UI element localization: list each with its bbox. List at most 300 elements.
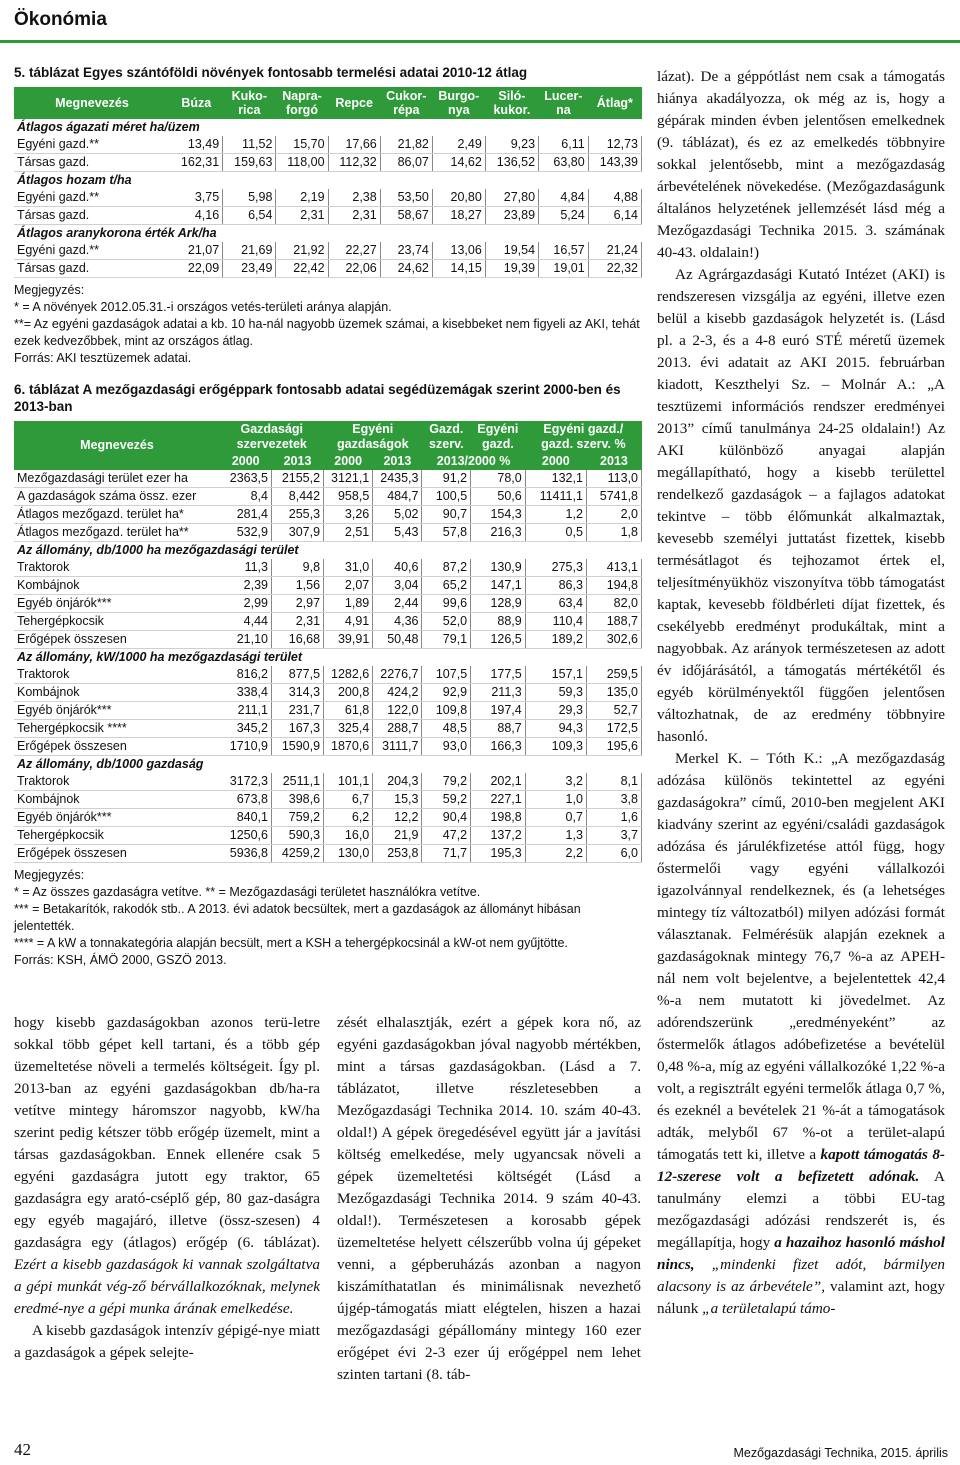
note-line: * = Az összes gazdaságra vetítve. ** = Mezőgazdasági területet használókra vetítve. (14, 885, 481, 899)
column-header: Siló- kukor. (493, 89, 531, 117)
table-row (14, 666, 642, 684)
cell-value: 4,84 (539, 189, 589, 207)
cell-value: 8,1 (586, 773, 641, 791)
cell-value: 57,8 (422, 524, 471, 542)
text: hogy kisebb gazdaságokban azonos terü-letre sokkal több gépet kell tartani, és a több gép üzemeltetése növeli a termelés költségeit. Így pl. 2013-ban az egyéni gazdaságokban db/ha-ra vetítve mintegy háromszor nagyobb, kW/ha szerint pedig kétszer több erőgép üzemelt, mint a társas gazdaságokban. Ennek ellenére csak 5 egyéni gazdaságra jutott egy traktor, 65 gazdaságra egy arató-cséplő gép, 80 gaz-daságra egy egyéb magajáró, illetve (össz-szesen) 4 gazdaságra egy (átlagos) erőgép (6. táblázat). (14, 1014, 320, 1251)
section-title: Átlagos aranykorona érték Ark/ha (17, 226, 217, 240)
section-title: Az állomány, db/1000 gazdaság (17, 757, 204, 771)
cell-value: 79,1 (422, 631, 471, 649)
cell-value: 2,31 (328, 207, 380, 225)
note-line: Forrás: KSH, ÁMÖ 2000, GSZÖ 2013. (14, 953, 227, 967)
cell-value: 188,7 (586, 613, 641, 631)
cell-value: 3,75 (170, 189, 223, 207)
cell-value: 48,5 (422, 720, 471, 738)
cell-value: 157,1 (525, 666, 586, 684)
cell-value: 590,3 (271, 827, 323, 845)
cell-value: 14,15 (432, 260, 485, 278)
cell-value: 2,97 (271, 595, 323, 613)
cell-value: 9,8 (271, 559, 323, 577)
table-row (14, 595, 642, 613)
table6-header-row (14, 421, 642, 453)
cell-value: 338,4 (220, 684, 271, 702)
cell-value: 1,8 (586, 524, 641, 542)
table-row (14, 136, 642, 154)
row-label: Traktorok (14, 773, 220, 791)
row-label: Társas gazd. (14, 154, 170, 172)
row-label: Egyéni gazd.** (14, 189, 170, 207)
section-title: Az állomány, db/1000 ha mezőgazdasági terület (17, 543, 299, 557)
table6-section-row (14, 756, 642, 774)
cell-value: 27,80 (485, 189, 538, 207)
cell-value: 23,89 (485, 207, 538, 225)
cell-value: 167,3 (271, 720, 323, 738)
cell-value: 100,5 (422, 488, 471, 506)
cell-value: 65,2 (422, 577, 471, 595)
column-header: Cukor- répa (386, 89, 427, 117)
row-label: Tehergépkocsik (14, 827, 220, 845)
column-header: Repce (335, 96, 373, 110)
cell-value: 6,2 (324, 809, 373, 827)
cell-value: 12,73 (588, 136, 641, 154)
cell-value: 86,3 (525, 577, 586, 595)
cell-value: 113,0 (586, 470, 641, 488)
cell-value: 13,49 (170, 136, 223, 154)
cell-value: 122,0 (373, 702, 422, 720)
cell-value: 94,3 (525, 720, 586, 738)
row-label: Társas gazd. (14, 260, 170, 278)
note-line: **** = A kW a tonnakategória alapján becsült, mert a KSH a tehergépkocsinál a kW-ot nem gyűjtötte. (14, 936, 568, 950)
cell-value: 840,1 (220, 809, 271, 827)
row-label: Tehergépkocsik **** (14, 720, 220, 738)
row-label: Átlagos mezőgazd. terület ha** (14, 524, 220, 542)
cell-value: 18,27 (432, 207, 485, 225)
cell-value: 162,31 (170, 154, 223, 172)
table5-header-row (14, 87, 642, 119)
cell-value: 22,42 (276, 260, 328, 278)
cell-value: 39,91 (324, 631, 373, 649)
table6-section-row (14, 649, 642, 667)
cell-value: 325,4 (324, 720, 373, 738)
cell-value: 112,32 (328, 154, 380, 172)
row-label: Egyéb önjárók*** (14, 809, 220, 827)
column-header: Megnevezés (80, 438, 154, 452)
cell-value: 5,43 (373, 524, 422, 542)
table6-notes (14, 867, 642, 969)
cell-value: 128,9 (471, 595, 526, 613)
cell-value: 204,3 (373, 773, 422, 791)
cell-value: 132,1 (525, 470, 586, 488)
cell-value: 307,9 (271, 524, 323, 542)
cell-value: 4,44 (220, 613, 271, 631)
column-group-header: Gazdasági szervezetek (236, 422, 307, 451)
cell-value: 424,2 (373, 684, 422, 702)
cell-value: 2155,2 (271, 470, 323, 488)
table-row (14, 613, 642, 631)
cell-value: 2363,5 (220, 470, 271, 488)
cell-value: 23,74 (380, 242, 432, 260)
cell-value: 227,1 (471, 791, 526, 809)
table-row (14, 488, 642, 506)
cell-value: 50,48 (373, 631, 422, 649)
header-bar (0, 0, 960, 43)
cell-value: 19,39 (485, 260, 538, 278)
cell-value: 53,50 (380, 189, 432, 207)
section-title: Az állomány, kW/1000 ha mezőgazdasági terület (17, 650, 303, 664)
cell-value: 877,5 (271, 666, 323, 684)
cell-value: 166,3 (471, 738, 526, 756)
row-label: Traktorok (14, 666, 220, 684)
table-row (14, 470, 642, 488)
cell-value: 22,32 (588, 260, 641, 278)
table-row (14, 154, 642, 172)
cell-value: 6,14 (588, 207, 641, 225)
cell-value: 6,0 (586, 845, 641, 863)
cell-value: 759,2 (271, 809, 323, 827)
cell-value: 99,6 (422, 595, 471, 613)
row-label: Kombájnok (14, 791, 220, 809)
cell-value: 1,6 (586, 809, 641, 827)
cell-value: 195,3 (471, 845, 526, 863)
cell-value: 1,56 (271, 577, 323, 595)
cell-value: 255,3 (271, 506, 323, 524)
paragraph (14, 1012, 320, 1320)
article-column-1 (14, 1012, 320, 1364)
row-label: Erőgépek összesen (14, 631, 220, 649)
table-row (14, 827, 642, 845)
cell-value: 0,7 (525, 809, 586, 827)
cell-value: 202,1 (471, 773, 526, 791)
cell-value: 1250,6 (220, 827, 271, 845)
cell-value: 137,2 (471, 827, 526, 845)
cell-value: 2276,7 (373, 666, 422, 684)
column-header: Burgo- nya (438, 89, 480, 117)
table-row (14, 631, 642, 649)
cell-value: 107,5 (422, 666, 471, 684)
cell-value: 118,00 (276, 154, 328, 172)
cell-value: 8,442 (271, 488, 323, 506)
table5-caption: 5. táblázat Egyes szántóföldi növények fontosabb termelési adatai 2010-12 átlag (14, 65, 528, 80)
cell-value: 52,7 (586, 702, 641, 720)
row-label: Erőgépek összesen (14, 738, 220, 756)
cell-value: 4,16 (170, 207, 223, 225)
cell-value: 172,5 (586, 720, 641, 738)
cell-value: 71,7 (422, 845, 471, 863)
cell-value: 194,8 (586, 577, 641, 595)
table5-notes (14, 282, 642, 367)
cell-value: 3,26 (324, 506, 373, 524)
article-column-3 (657, 66, 945, 1320)
cell-value: 4,91 (324, 613, 373, 631)
text: A tanulmány elemzi a többi EU-tag mezőgazdasági adózási rendszerét is, és megállapítja, hogy (657, 1168, 945, 1251)
cell-value: 958,5 (324, 488, 373, 506)
cell-value: 16,57 (539, 242, 589, 260)
cell-value: 11411,1 (525, 488, 586, 506)
cell-value: 673,8 (220, 791, 271, 809)
cell-value: 532,9 (220, 524, 271, 542)
cell-value: 16,0 (324, 827, 373, 845)
article-column-2 (337, 1012, 641, 1386)
tables-column (14, 62, 642, 969)
cell-value: 2,07 (324, 577, 373, 595)
cell-value: 2435,3 (373, 470, 422, 488)
cell-value: 2,44 (373, 595, 422, 613)
cell-value: 9,23 (485, 136, 538, 154)
cell-value: 159,63 (223, 154, 276, 172)
table-row (14, 684, 642, 702)
cell-value: 314,3 (271, 684, 323, 702)
cell-value: 2,31 (276, 207, 328, 225)
cell-value: 189,2 (525, 631, 586, 649)
cell-value: 13,06 (432, 242, 485, 260)
cell-value: 413,1 (586, 559, 641, 577)
cell-value: 21,69 (223, 242, 276, 260)
table-row (14, 720, 642, 738)
cell-value: 126,5 (471, 631, 526, 649)
column-group-header: Egyéni gazdaságok (336, 422, 409, 451)
row-label: Mezőgazdasági terület ezer ha (14, 470, 220, 488)
column-subheader: 2000 (541, 454, 570, 468)
page-number: 42 (14, 1440, 31, 1459)
cell-value: 110,4 (525, 613, 586, 631)
section-title: Átlagos hozam t/ha (17, 173, 132, 187)
table-row (14, 738, 642, 756)
note-line: Megjegyzés: (14, 283, 85, 297)
cell-value: 259,5 (586, 666, 641, 684)
note-line: Forrás: AKI tesztüzemek adatai. (14, 351, 192, 365)
cell-value: 5936,8 (220, 845, 271, 863)
table6-section-row (14, 542, 642, 560)
cell-value: 61,8 (324, 702, 373, 720)
table-row (14, 559, 642, 577)
cell-value: 21,24 (588, 242, 641, 260)
cell-value: 4,88 (588, 189, 641, 207)
row-label: Társas gazd. (14, 207, 170, 225)
paragraph: A kisebb gazdaságok intenzív gépigé-nye miatt a gazdaságok a gépek selejte- (14, 1322, 320, 1361)
cell-value: 1,2 (525, 506, 586, 524)
cell-value: 109,3 (525, 738, 586, 756)
cell-value: 3111,7 (373, 738, 422, 756)
cell-value: 2,19 (276, 189, 328, 207)
cell-value: 398,6 (271, 791, 323, 809)
cell-value: 15,70 (276, 136, 328, 154)
cell-value: 216,3 (471, 524, 526, 542)
note-line: Megjegyzés: (14, 868, 85, 882)
cell-value: 47,2 (422, 827, 471, 845)
cell-value: 3,04 (373, 577, 422, 595)
cell-value: 5,24 (539, 207, 589, 225)
cell-value: 2,2 (525, 845, 586, 863)
cell-value: 11,3 (220, 559, 271, 577)
column-header: Búza (181, 96, 212, 110)
cell-value: 88,7 (471, 720, 526, 738)
paragraph: lázat). De a géppótlást nem csak a támogatás hiánya akadályozza, ok még az is, hogy a gépárak minden évben jelentősen emelkednek (9. táblázat), és ez az emelkedés többnyire sokkal jelentősebb, mint a mezőgazdaság árbevételének növekedése. (Mezőgazdaságunk általános helyzetének jellemzését lásd még a Mezőgazdasági Technika 2015. 3. számának 40-43. oldalain!) (657, 68, 945, 261)
table-row (14, 207, 642, 225)
row-label: Egyéni gazd.** (14, 242, 170, 260)
table6-caption: 6. táblázat A mezőgazdasági erőgéppark fontosabb adatai segédüzemágak szerint 2000-ben és 2013-ban (14, 382, 621, 414)
table-row (14, 791, 642, 809)
cell-value: 19,54 (485, 242, 538, 260)
cell-value: 1590,9 (271, 738, 323, 756)
cell-value: 143,39 (588, 154, 641, 172)
cell-value: 130,0 (324, 845, 373, 863)
cell-value: 231,7 (271, 702, 323, 720)
cell-value: 109,8 (422, 702, 471, 720)
journal-footer: Mezőgazdasági Technika, 2015. április (733, 1446, 948, 1460)
note-line: * = A növények 2012.05.31.-i országos vetés-területi aránya alapján. (14, 300, 392, 314)
cell-value: 17,66 (328, 136, 380, 154)
cell-value: 87,2 (422, 559, 471, 577)
cell-value: 1710,9 (220, 738, 271, 756)
row-label: Tehergépkocsik (14, 613, 220, 631)
cell-value: 86,07 (380, 154, 432, 172)
column-header: Kuko- rica (231, 89, 267, 117)
section-title: Ökonómia (14, 9, 107, 30)
cell-value: 197,4 (471, 702, 526, 720)
cell-value: 21,82 (380, 136, 432, 154)
table-row (14, 773, 642, 791)
cell-value: 15,3 (373, 791, 422, 809)
cell-value: 0,5 (525, 524, 586, 542)
cell-value: 2,51 (324, 524, 373, 542)
cell-value: 79,2 (422, 773, 471, 791)
cell-value: 19,01 (539, 260, 589, 278)
table5 (14, 87, 642, 278)
paragraph: Az Agrárgazdasági Kutató Intézet (AKI) is rendszeresen vizsgálja az egyéni, illetve ezen belül a kisebb gazdaságok helyzetét is. (Lásd pl. a 2-3, és a 4-8 euró STÉ méretű üzemek 2013. évi adatait az AKI 2015. februárban kiadott, Keszthelyi Sz. – Molnár A.: „A tesztüzemi információs rendszer eredményei 2013” című tanulmánya 24-25 oldalain!) Az AKI különböző anyagai alapján megállapítható, hogy a kisebb területtel rendelkező gazdaságok – a fajlagos adatokat tekintve – több élőmunkát alkalmaztak, kevesebb személyi juttatást fizettek, kisebb termésátlagot és tejhozamot értek el, teljesítményükhöz viszonyítva több támogatást kaptak, kevesebb földbérleti díjat fizettek, és csekélyebb eredményt produkáltak, mint a nagyobbak. Az arányok természetesen az adott év időjárásától, a támogatás mértékétől és egyéb körülményektől függően jelentősen változhatnak, de az eredmény többnyire hasonló. (657, 266, 945, 745)
cell-value: 253,8 (373, 845, 422, 863)
column-subheader: 2013 (600, 454, 628, 468)
cell-value: 101,1 (324, 773, 373, 791)
column-subheader: 2013 (383, 454, 412, 468)
cell-value: 3,2 (525, 773, 586, 791)
row-label: A gazdaságok száma össz. ezer (14, 488, 220, 506)
column-header: Megnevezés (55, 96, 129, 110)
cell-value: 2,49 (432, 136, 485, 154)
table5-section-row (14, 225, 642, 243)
cell-value: 63,80 (539, 154, 589, 172)
cell-value: 22,27 (328, 242, 380, 260)
cell-value: 92,9 (422, 684, 471, 702)
table-row (14, 524, 642, 542)
italic-text: „a területalapú támo- (702, 1300, 836, 1317)
cell-value: 5,98 (223, 189, 276, 207)
cell-value: 6,7 (324, 791, 373, 809)
cell-value: 211,3 (471, 684, 526, 702)
cell-value: 2,39 (220, 577, 271, 595)
cell-value: 22,09 (170, 260, 223, 278)
cell-value: 16,68 (271, 631, 323, 649)
row-label: Traktorok (14, 559, 220, 577)
cell-value: 302,6 (586, 631, 641, 649)
table-row (14, 506, 642, 524)
cell-value: 2,99 (220, 595, 271, 613)
cell-value: 58,67 (380, 207, 432, 225)
cell-value: 11,52 (223, 136, 276, 154)
cell-value: 2,38 (328, 189, 380, 207)
column-subheader: 2013/2000 % (436, 454, 511, 468)
cell-value: 211,1 (220, 702, 271, 720)
table-row (14, 577, 642, 595)
table-row (14, 809, 642, 827)
cell-value: 1870,6 (324, 738, 373, 756)
cell-value: 90,7 (422, 506, 471, 524)
paragraph: zését elhalasztják, ezért a gépek kora nő, az egyéni gazdaságokban jóval nagyobb mértékben, mint a társas gazdaságokban. (Lásd a 7. táblázatot, illetve részletesebben a Mezőgazdasági Technika 2014. 10. szám 40-43. oldal!) A gépek öregedésével együtt jár a javítási költség emelkedése, mely ugyancsak növeli a gépek üzemeltetési költségét (Lásd a Mezőgazdasági Technika 2014. 9 szám 40-43. oldal!). Természetesen a korosabb gépek üzemeltetése helyett célszerűbb volna új gépeket venni, a gépberuházás azonban a nagyon kiszámíthatatlan és minimálisnak nevezhető újgép-támogatás miatt elégtelen, hiszen a hazai mezőgazdasági gépállomány mintegy 160 ezer erőgépet évi 2-3 ezer új erőgéppel nem lehet szinten tartani (8. táb- (337, 1014, 641, 1383)
cell-value: 135,0 (586, 684, 641, 702)
cell-value: 52,0 (422, 613, 471, 631)
table5-section-row (14, 172, 642, 190)
page-header (0, 0, 960, 44)
cell-value: 288,7 (373, 720, 422, 738)
cell-value: 147,1 (471, 577, 526, 595)
column-subheader: 2000 (334, 454, 363, 468)
cell-value: 200,8 (324, 684, 373, 702)
bold-italic-text: kapott támogatás 8-12-szerese volt a befizetett adónak. (657, 1146, 945, 1185)
cell-value: 93,0 (422, 738, 471, 756)
cell-value: 23,49 (223, 260, 276, 278)
column-group-header: Egyéni gazd./ gazd. szerv. % (541, 422, 626, 451)
cell-value: 91,2 (422, 470, 471, 488)
bold-italic-text: a hazaihoz hasonló máshol nincs, (657, 1234, 945, 1273)
cell-value: 2511,1 (271, 773, 323, 791)
cell-value: 21,9 (373, 827, 422, 845)
cell-value: 136,52 (485, 154, 538, 172)
cell-value: 3121,1 (324, 470, 373, 488)
cell-value: 130,9 (471, 559, 526, 577)
section-title: Átlagos ágazati méret ha/üzem (17, 120, 200, 134)
cell-value: 90,4 (422, 809, 471, 827)
cell-value: 198,8 (471, 809, 526, 827)
table-row (14, 702, 642, 720)
table5-section-row (14, 119, 642, 136)
note-line: *** = Betakarítók, rakodók stb.. A 2013. évi adatok becsültek, mert a gazdaságok az állományt hibásan jelentették. (14, 902, 581, 933)
italic-text: „mindenki fizet adót, bármilyen alacsony is az árbevétele”, (657, 1256, 945, 1295)
cell-value: 82,0 (586, 595, 641, 613)
row-label: Egyéni gazd.** (14, 136, 170, 154)
row-label: Egyéb önjárók*** (14, 595, 220, 613)
cell-value: 154,3 (471, 506, 526, 524)
cell-value: 59,2 (422, 791, 471, 809)
cell-value: 1,0 (525, 791, 586, 809)
text: valamint azt, hogy nálunk (657, 1278, 945, 1317)
table6 (14, 421, 642, 863)
column-header: Napra- forgó (282, 89, 322, 117)
column-subheader: 2013 (283, 454, 312, 468)
cell-value: 816,2 (220, 666, 271, 684)
row-label: Erőgépek összesen (14, 845, 220, 863)
row-label: Kombájnok (14, 684, 220, 702)
text: Merkel K. – Tóth K.: „A mezőgazdaság adózása különös tekintettel az egyéni gazdaságokra” című, 2010-ben megjelent AKI kiadvány szerint az egyéni/családi gazdaságok adózása és járulékfizetése attól függ, hogy őstermelői vagy egyéni vállalkozói igazolvánnyal rendelkeznek, és (a lehetséges mintegy tíz változatból) milyen adózási formát választanak. Felmérésük alapján ezeknek a gazdaságoknak mintegy 76,7 %-a az APEH-nál nem volt bejelentve, a bejelentettek 42,4 %-a nem mutatott ki jövedelmet. Az adórendszerünk „eredményeként” az őstermelők átlagos adóbefizetése a bevételül 0,48 %-a, míg az egyéni vállalkozóké 1,22 %-a volt, a regisztrált egyéni termelők átlaga 0,7 %, és ezeknél a bevételek 21 %-át a támogatások adták, melyből 67 %-ot a terület-alapú támogatás tett ki, illetve a (657, 750, 945, 1163)
cell-value: 6,11 (539, 136, 589, 154)
cell-value: 281,4 (220, 506, 271, 524)
column-header: Átlag* (596, 96, 633, 110)
table-row (14, 189, 642, 207)
cell-value: 2,31 (271, 613, 323, 631)
cell-value: 484,7 (373, 488, 422, 506)
cell-value: 20,80 (432, 189, 485, 207)
cell-value: 50,6 (471, 488, 526, 506)
cell-value: 31,0 (324, 559, 373, 577)
cell-value: 21,92 (276, 242, 328, 260)
cell-value: 195,6 (586, 738, 641, 756)
cell-value: 40,6 (373, 559, 422, 577)
cell-value: 5741,8 (586, 488, 641, 506)
paragraph (657, 748, 945, 1320)
cell-value: 6,54 (223, 207, 276, 225)
cell-value: 4259,2 (271, 845, 323, 863)
cell-value: 4,36 (373, 613, 422, 631)
cell-value: 63,4 (525, 595, 586, 613)
row-label: Egyéb önjárók*** (14, 702, 220, 720)
cell-value: 88,9 (471, 613, 526, 631)
